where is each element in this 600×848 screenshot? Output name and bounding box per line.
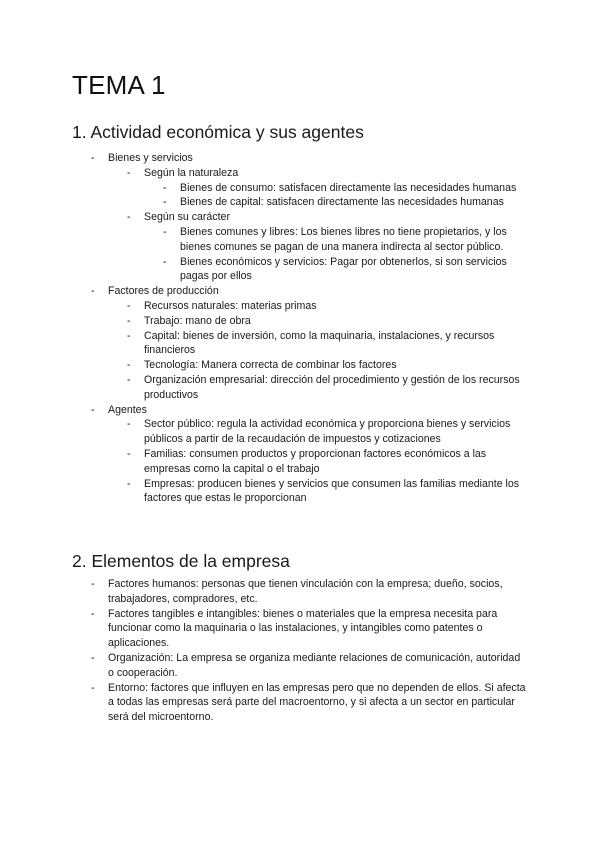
list-item-organizacion-empresarial: - Organización empresarial: dirección del procedimiento y gestión de los recursos productivos bbox=[144, 373, 528, 403]
section-2-heading: 2. Elementos de la empresa bbox=[72, 551, 290, 571]
list-item-factores-humanos: - Factores humanos: personas que tienen vinculación con la empresa; dueño, socios, trabajadores, compradores, etc. bbox=[108, 577, 528, 607]
section-1-list bbox=[0, 151, 600, 506]
list-item-bienes: - Bienes y servicios bbox=[108, 151, 528, 166]
list-item-consumo: - Bienes de consumo: satisfacen directamente las necesidades humanas bbox=[180, 181, 528, 196]
section-1-heading: 1. Actividad económica y sus agentes bbox=[72, 122, 364, 142]
list-item-capital-factor: - Capital: bienes de inversión, como la maquinaria, instalaciones, y recursos financieros bbox=[144, 329, 528, 359]
list-item-caracter: - Según su carácter bbox=[144, 210, 528, 225]
list-item-familias: - Familias: consumen productos y proporcionan factores económicos a las empresas como la capital o el trabajo bbox=[144, 447, 528, 477]
list-item-capital: - Bienes de capital: satisfacen directamente las necesidades humanas bbox=[180, 195, 528, 210]
page-title: TEMA 1 bbox=[72, 70, 166, 100]
list-item-trabajo: - Trabajo: mano de obra bbox=[144, 314, 528, 329]
list-item-entorno: - Entorno: factores que influyen en las empresas pero que no dependen de ellos. Si afecta a todas las empresas será parte del macroentorno, y si afecta a un sector en particular será del microentorno. bbox=[108, 681, 528, 725]
list-item-organizacion: - Organización: La empresa se organiza mediante relaciones de comunicación, autoridad o cooperación. bbox=[108, 651, 528, 681]
list-item-factores-tangibles: - Factores tangibles e intangibles: bienes o materiales que la empresa necesita para funcionar como la maquinaria o las instalaciones, y intangibles como patentes o aplicaciones. bbox=[108, 607, 528, 651]
list-item-tecnologia: - Tecnología: Manera correcta de combinar los factores bbox=[144, 358, 528, 373]
list-item-comunes-libres: - Bienes comunes y libres: Los bienes libres no tiene propietarios, y los bienes comunes se pagan de una manera indirecta al sector público. bbox=[180, 225, 528, 255]
list-item-factores: - Factores de producción bbox=[108, 284, 528, 299]
list-item-recursos-naturales: - Recursos naturales: materias primas bbox=[144, 299, 528, 314]
list-item-empresas: - Empresas: producen bienes y servicios que consumen las familias mediante los factores que estas le proporcionan bbox=[144, 477, 528, 507]
list-item-sector-publico: - Sector público: regula la actividad económica y proporciona bienes y servicios públicos a partir de la recaudación de impuestos y cotizaciones bbox=[144, 417, 528, 447]
list-item-naturaleza: - Según la naturaleza bbox=[144, 166, 528, 181]
list-item-economicos: - Bienes económicos y servicios: Pagar por obtenerlos, si son servicios pagas por ellos bbox=[180, 255, 528, 285]
list-item-agentes: - Agentes bbox=[108, 403, 528, 418]
section-2-list bbox=[0, 577, 600, 725]
